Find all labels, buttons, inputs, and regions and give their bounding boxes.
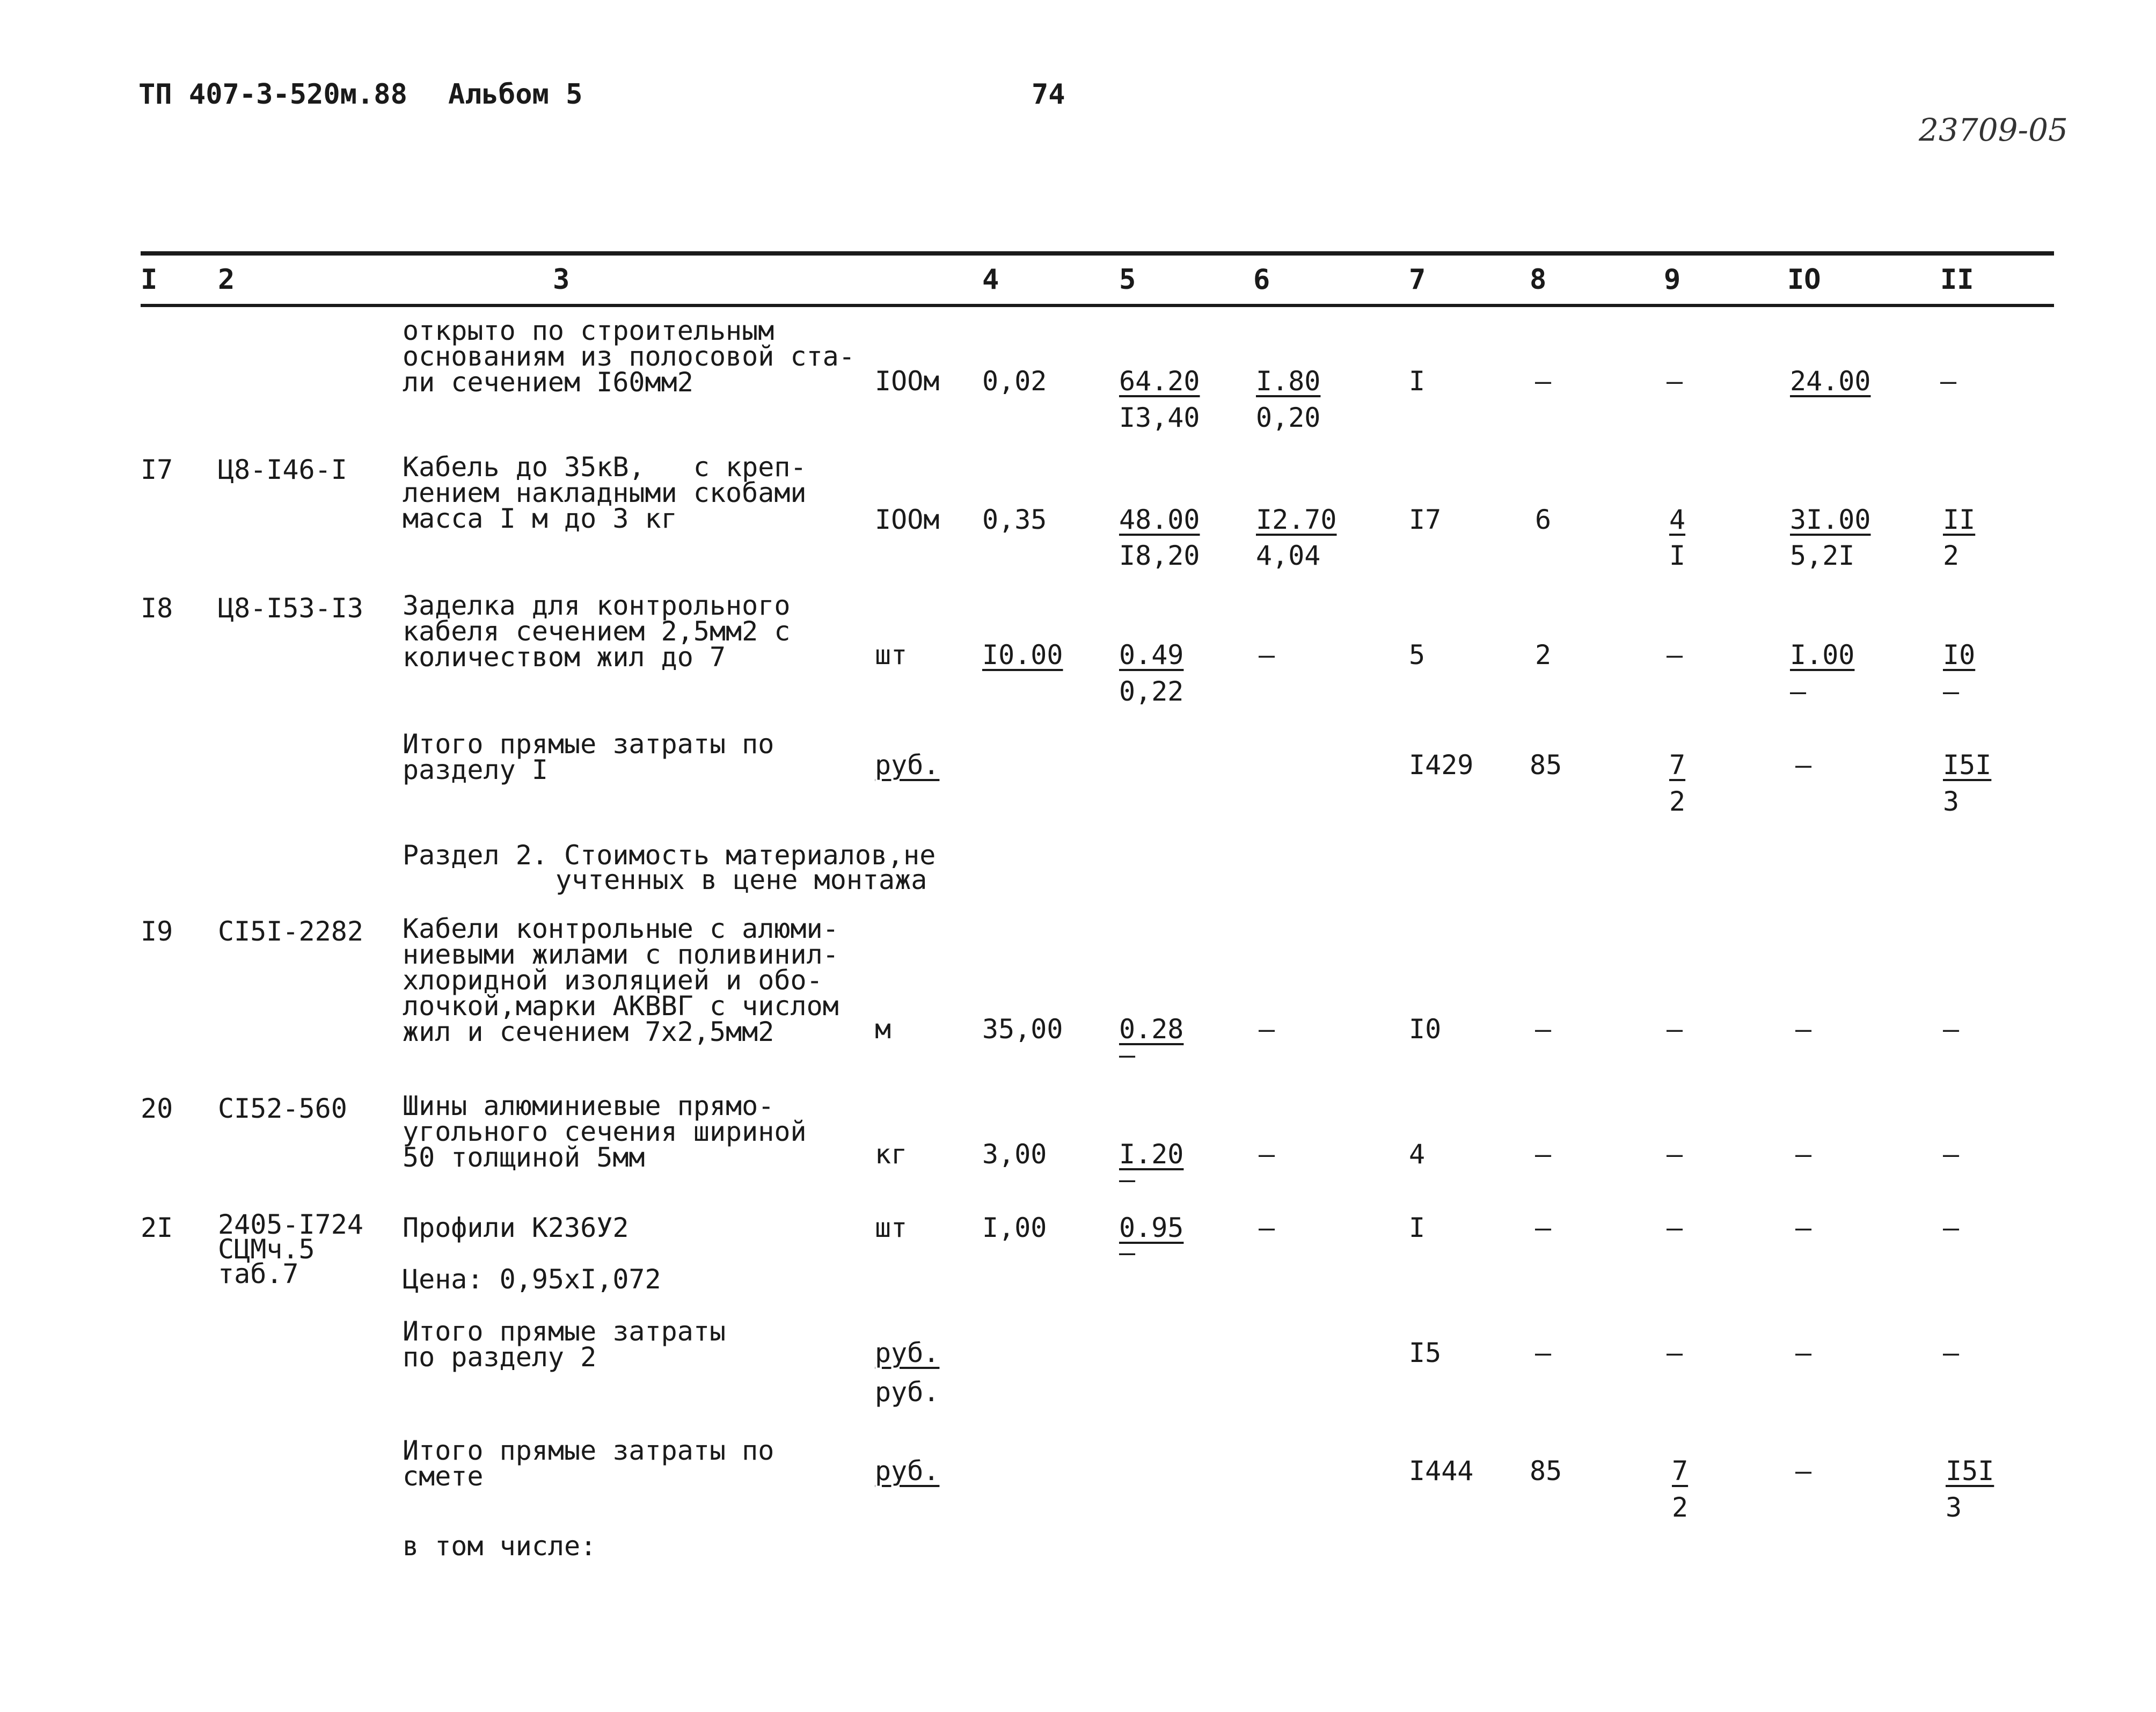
table-top-rule (141, 251, 2054, 256)
row-col11: – (1943, 1212, 1960, 1243)
row-col11: – (1943, 1014, 1960, 1045)
row-col11-top: I5I (1946, 1455, 1994, 1487)
row-col9: – (1667, 366, 1683, 397)
row-quantity: 0,02 (982, 366, 1047, 397)
row-unit: руб. (875, 1337, 940, 1368)
row-col8: 85 (1530, 1455, 1562, 1487)
row-col11: – (1943, 1139, 1960, 1170)
col-header-11: II (1940, 264, 1974, 296)
row-code: 2405-I724 СЦМч.5 таб.7 (218, 1209, 363, 1290)
row-col8: 6 (1535, 504, 1552, 535)
row-quantity: 35,00 (982, 1014, 1063, 1045)
row-col10: – (1795, 1212, 1812, 1243)
row-number: I8 (141, 593, 173, 624)
col-header-7: 7 (1409, 264, 1426, 296)
row-col10-bottom: 5,2I (1790, 540, 1855, 571)
section-heading-line-2: учтенных в цене монтажа (556, 864, 927, 895)
row-code: Ц8-I53-I3 (218, 593, 363, 624)
col-header-8: 8 (1530, 264, 1547, 296)
row-col5-top: 0.49 (1119, 639, 1184, 671)
price-note: Цена: 0,95хI,072 (403, 1264, 661, 1295)
row-col10-top: I.00 (1790, 639, 1855, 671)
row-col10: – (1795, 1014, 1812, 1045)
col-header-10: IO (1787, 264, 1821, 296)
row-col8: – (1535, 366, 1552, 397)
row-unit: IOOм (875, 366, 940, 397)
row-col10: – (1795, 1139, 1812, 1170)
row-description: Кабель до 35кВ, с креп- лением накладными скобами масса I м до 3 кг (403, 451, 807, 534)
row-code: Ц8-I46-I (218, 454, 347, 485)
row-col7: I (1409, 1212, 1426, 1243)
row-col6: – (1259, 639, 1275, 671)
table-header-rule (141, 304, 2054, 307)
row-description: Заделка для контрольного кабеля сечением 2,5мм2 с количеством жил до 7 (403, 590, 791, 673)
row-col7: I0 (1409, 1014, 1442, 1045)
row-col7: 4 (1409, 1139, 1426, 1170)
row-col9: – (1667, 1337, 1683, 1368)
row-col9-bottom: 2 (1669, 786, 1686, 817)
row-col7: I7 (1409, 504, 1442, 535)
row-col11: – (1943, 1337, 1960, 1368)
row-col11-bottom: 2 (1943, 540, 1960, 571)
row-description: Профили К236У2 (403, 1212, 629, 1243)
row-col11-top: II (1943, 504, 1976, 535)
row-col10-top: 3I.00 (1790, 504, 1871, 535)
col-header-4: 4 (982, 264, 999, 296)
row-number: 20 (141, 1093, 173, 1124)
row-unit: руб. (875, 1455, 940, 1487)
col-header-3: 3 (553, 264, 570, 296)
row-description: Итого прямые затраты по смете (403, 1435, 774, 1492)
row-col6-bottom: 4,04 (1256, 540, 1321, 571)
row-code: CI52-560 (218, 1093, 347, 1124)
row-unit: IOOм (875, 504, 940, 535)
col-header-2: 2 (218, 264, 235, 296)
row-col5-bottom: – (1119, 1237, 1136, 1268)
row-col10: 24.00 (1790, 366, 1871, 397)
row-col6-top: I2.70 (1256, 504, 1337, 535)
row-col7: I429 (1409, 749, 1474, 781)
row-col6: – (1259, 1212, 1275, 1243)
row-col8: – (1535, 1337, 1552, 1368)
row-col7: I5 (1409, 1337, 1442, 1368)
row-col5-top: 64.20 (1119, 366, 1200, 397)
row-col9-bottom: I (1669, 540, 1686, 571)
row-col11-top: I5I (1943, 749, 1992, 781)
row-unit: шт (875, 639, 908, 671)
row-quantity: 3,00 (982, 1139, 1047, 1170)
row-col9: – (1667, 1014, 1683, 1045)
row-col5-top: I.20 (1119, 1139, 1184, 1170)
row-col5-top: 0.95 (1119, 1212, 1184, 1243)
row-col9-top: 7 (1669, 749, 1686, 781)
row-col10: – (1795, 749, 1812, 781)
col-header-6: 6 (1253, 264, 1270, 296)
row-quantity: I,00 (982, 1212, 1047, 1243)
row-unit: кг (875, 1139, 908, 1170)
row-col5-bottom: I8,20 (1119, 540, 1200, 571)
row-unit: руб. (875, 749, 940, 781)
section-heading-line-1: Раздел 2. Стоимость материалов,не (403, 840, 936, 871)
row-col5-bottom: I3,40 (1119, 402, 1200, 433)
row-col10: – (1795, 1455, 1812, 1487)
row-col6: – (1259, 1139, 1275, 1170)
row-col5-bottom: 0,22 (1119, 676, 1184, 707)
row-col5-bottom: – (1119, 1164, 1136, 1195)
row-description: Итого прямые затраты по разделу 2 (403, 1316, 726, 1373)
row-col11-bottom: – (1943, 676, 1960, 707)
document-code: ТП 407-3-520м.88 (138, 78, 407, 111)
archive-stamp: 23709-05 (1919, 112, 2068, 148)
row-col7: 5 (1409, 639, 1426, 671)
row-col8: – (1535, 1212, 1552, 1243)
row-description: Кабели контрольные с алюми- ниевыми жилами с поливинил- хлоридной изоляцией и обо- лочкой,марки АКВВГ с числом жил и сечением 7х2,5мм2 (403, 913, 839, 1047)
row-col6: – (1259, 1014, 1275, 1045)
col-header-5: 5 (1119, 264, 1136, 296)
row-col7: I (1409, 366, 1426, 397)
row-description: открыто по строительным основаниям из полосовой ста- ли сечением I60мм2 (403, 315, 855, 398)
row-col5-top: 0.28 (1119, 1014, 1184, 1045)
row-col9-top: 7 (1672, 1455, 1689, 1487)
row-unit-second: руб. (875, 1376, 940, 1408)
row-col11-top: I0 (1943, 639, 1976, 671)
row-col8: – (1535, 1014, 1552, 1045)
including-label: в том числе: (403, 1531, 597, 1562)
row-col11-bottom: 3 (1943, 786, 1960, 817)
row-col9: – (1667, 1212, 1683, 1243)
row-col6-bottom: 0,20 (1256, 402, 1321, 433)
row-quantity: I0.00 (982, 639, 1063, 671)
row-col10-bottom: – (1790, 676, 1807, 707)
page-number: 74 (1032, 78, 1065, 111)
row-col8: 85 (1530, 749, 1562, 781)
row-col8: – (1535, 1139, 1552, 1170)
row-col7: I444 (1409, 1455, 1474, 1487)
row-description: Итого прямые затраты по разделу I (403, 728, 774, 785)
col-header-9: 9 (1664, 264, 1681, 296)
row-number: I9 (141, 916, 173, 947)
row-col5-top: 48.00 (1119, 504, 1200, 535)
album-label: Альбом 5 (448, 78, 583, 111)
row-col11-bottom: 3 (1946, 1492, 1962, 1523)
row-col9: – (1667, 639, 1683, 671)
row-unit: м (875, 1014, 891, 1045)
row-col9: – (1667, 1139, 1683, 1170)
row-col9-bottom: 2 (1672, 1492, 1689, 1523)
row-col8: 2 (1535, 639, 1552, 671)
row-unit: шт (875, 1212, 908, 1243)
row-col9-top: 4 (1669, 504, 1686, 535)
row-quantity: 0,35 (982, 504, 1047, 535)
row-number: 2I (141, 1212, 173, 1243)
row-description: Шины алюминиевые прямо- угольного сечения шириной 50 толщиной 5мм (403, 1090, 807, 1173)
row-col10: – (1795, 1337, 1812, 1368)
row-col5-bottom: – (1119, 1039, 1136, 1070)
row-col11: – (1940, 366, 1957, 397)
row-code: CI5I-2282 (218, 916, 363, 947)
row-number: I7 (141, 454, 173, 485)
row-col6-top: I.80 (1256, 366, 1321, 397)
col-header-1: I (141, 264, 158, 296)
